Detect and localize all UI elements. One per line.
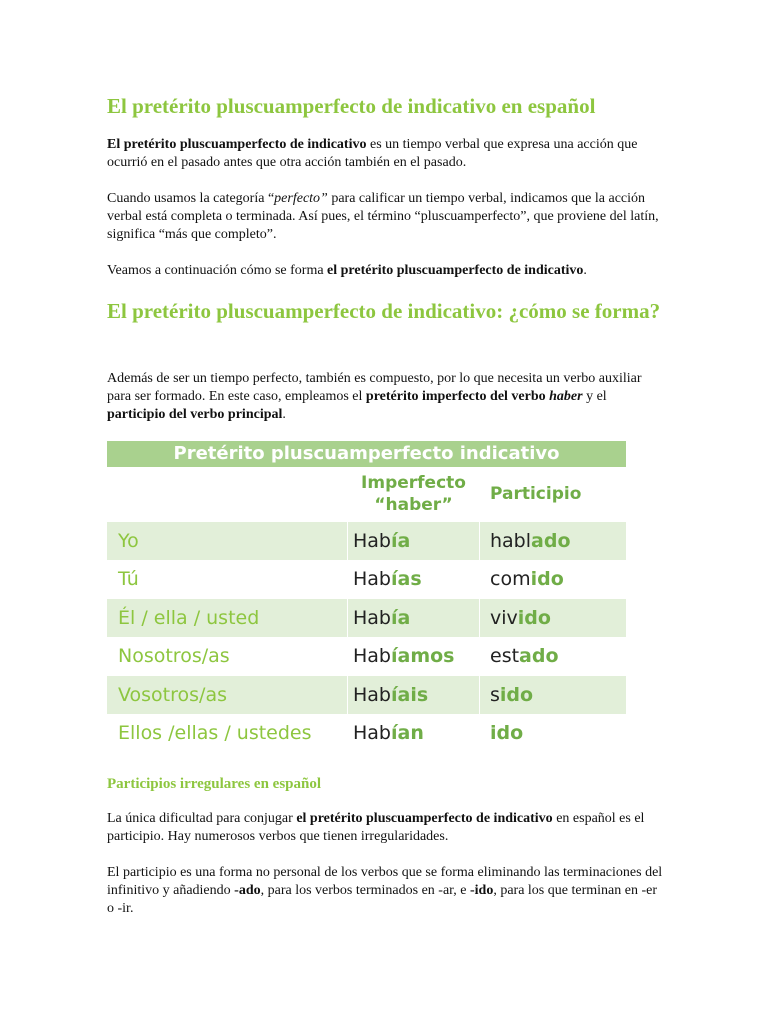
perfecto-text-2: para calificar un tiempo verbal, indicamos que la acción verbal está completa o terminada. Así pues, el término “pluscuamperfecto”, que proviene del latín, significa “más que completo”. xyxy=(107,191,659,242)
formation-bold-2: participio del verbo principal xyxy=(107,407,283,422)
participle-ending: ido xyxy=(517,606,551,629)
participle-bold-1: -ado xyxy=(234,883,261,898)
participle-text-3: , para los que terminan en -er o -ir. xyxy=(107,883,657,916)
intro-bold: El pretérito pluscuamperfecto de indicativo xyxy=(107,137,367,152)
aux-ending: ías xyxy=(391,568,422,591)
veamos-text-2: . xyxy=(583,263,587,278)
participle-cell xyxy=(480,599,626,637)
aux-stem: Hab xyxy=(353,645,391,668)
table-row xyxy=(107,561,626,600)
participle-paragraph xyxy=(107,864,667,918)
participle-ending: ido xyxy=(490,722,524,745)
participle-stem: est xyxy=(490,645,520,668)
participle-ending: ado xyxy=(519,645,559,668)
veamos-paragraph xyxy=(107,262,667,280)
pronoun-cell: Tú xyxy=(107,561,348,599)
header-imperfecto-haber: Imperfecto “haber” xyxy=(348,467,480,521)
formation-bold-1: pretérito imperfecto del verbo xyxy=(365,389,546,404)
participle-ending: ido xyxy=(530,568,564,591)
table-row xyxy=(107,522,626,561)
aux-cell xyxy=(348,676,480,714)
aux-stem: Hab xyxy=(353,606,391,629)
participle-cell xyxy=(480,676,626,714)
aux-cell xyxy=(348,638,480,676)
irregular-text-1: La única dificultad para conjugar xyxy=(107,811,297,826)
irregular-text-2: en español es el participio. Hay numerosos verbos que tienen irregularidades. xyxy=(107,811,645,844)
aux-ending: íais xyxy=(391,683,429,706)
pronoun-cell: Él / ella / usted xyxy=(107,599,348,637)
participle-text-2: , para los verbos terminados en -ar, e xyxy=(260,883,470,898)
perfecto-text-1: Cuando usamos la categoría “ xyxy=(107,191,275,206)
participle-ending: ido xyxy=(499,683,534,706)
pronoun-cell: Vosotros/as xyxy=(107,676,348,714)
aux-stem: Hab xyxy=(353,529,391,552)
aux-cell xyxy=(348,599,480,637)
aux-ending: ía xyxy=(391,606,411,629)
formation-paragraph xyxy=(107,370,667,424)
intro-paragraph xyxy=(107,136,667,172)
participle-stem: s xyxy=(490,683,500,706)
table-row xyxy=(107,599,626,638)
table-row xyxy=(107,676,626,715)
participle-ending: ado xyxy=(531,529,571,552)
formation-text-3: . xyxy=(282,407,286,422)
pronoun-cell: Yo xyxy=(107,522,348,560)
veamos-bold: el pretérito pluscuamperfecto de indicativo xyxy=(327,263,584,278)
formation-text-1: Además de ser un tiempo perfecto, también es compuesto, por lo que necesita un verbo auxiliar para ser formado. En este caso, empleamos el xyxy=(107,371,642,404)
participle-cell xyxy=(480,638,626,676)
participle-cell xyxy=(480,561,626,599)
table-title: Pretérito pluscuamperfecto indicativo xyxy=(107,441,626,467)
perfecto-italic: perfecto” xyxy=(274,191,328,206)
page-title: El pretérito pluscuamperfecto de indicativo en español xyxy=(107,94,596,118)
veamos-text-1: Veamos a continuación cómo se forma xyxy=(107,263,328,278)
participle-cell xyxy=(480,522,626,560)
section-heading-irregular: Participios irregulares en español xyxy=(107,776,322,792)
pronoun-cell: Ellos /ellas / ustedes xyxy=(107,715,348,753)
aux-cell xyxy=(348,561,480,599)
perfecto-paragraph xyxy=(107,190,667,244)
table-row xyxy=(107,638,626,677)
participle-bold-2: -ido xyxy=(469,883,494,898)
participle-text-1: El participio es una forma no personal de los verbos que se forma eliminando las terminaciones del infinitivo y añadiendo xyxy=(107,865,663,898)
conjugation-table xyxy=(107,441,626,753)
participle-cell xyxy=(480,715,626,753)
intro-text: es un tiempo verbal que expresa una acción que ocurrió en el pasado antes que otra acción también en el pasado. xyxy=(107,137,638,170)
aux-ending: ía xyxy=(391,529,411,552)
aux-stem: Hab xyxy=(353,568,391,591)
header-participio: Participio xyxy=(490,484,582,504)
participle-stem: com xyxy=(490,568,531,591)
participle-stem: viv xyxy=(490,606,518,629)
formation-bolditalic: haber xyxy=(549,389,583,404)
formation-text-2: y el xyxy=(582,389,607,404)
header-empty-cell xyxy=(107,467,348,521)
pronoun-cell: Nosotros/as xyxy=(107,638,348,676)
aux-stem: Hab xyxy=(353,722,391,745)
irregular-paragraph xyxy=(107,810,667,846)
aux-cell xyxy=(348,522,480,560)
irregular-bold: el pretérito pluscuamperfecto de indicativo xyxy=(296,811,553,826)
section-heading-formation: El pretérito pluscuamperfecto de indicativo: ¿cómo se forma? xyxy=(107,299,661,323)
aux-ending: ían xyxy=(391,722,424,745)
aux-cell xyxy=(348,715,480,753)
participle-stem: habl xyxy=(490,529,532,552)
aux-stem: Hab xyxy=(353,683,391,706)
aux-ending: íamos xyxy=(391,645,455,668)
table-row xyxy=(107,715,626,754)
table-header-row xyxy=(107,467,626,522)
